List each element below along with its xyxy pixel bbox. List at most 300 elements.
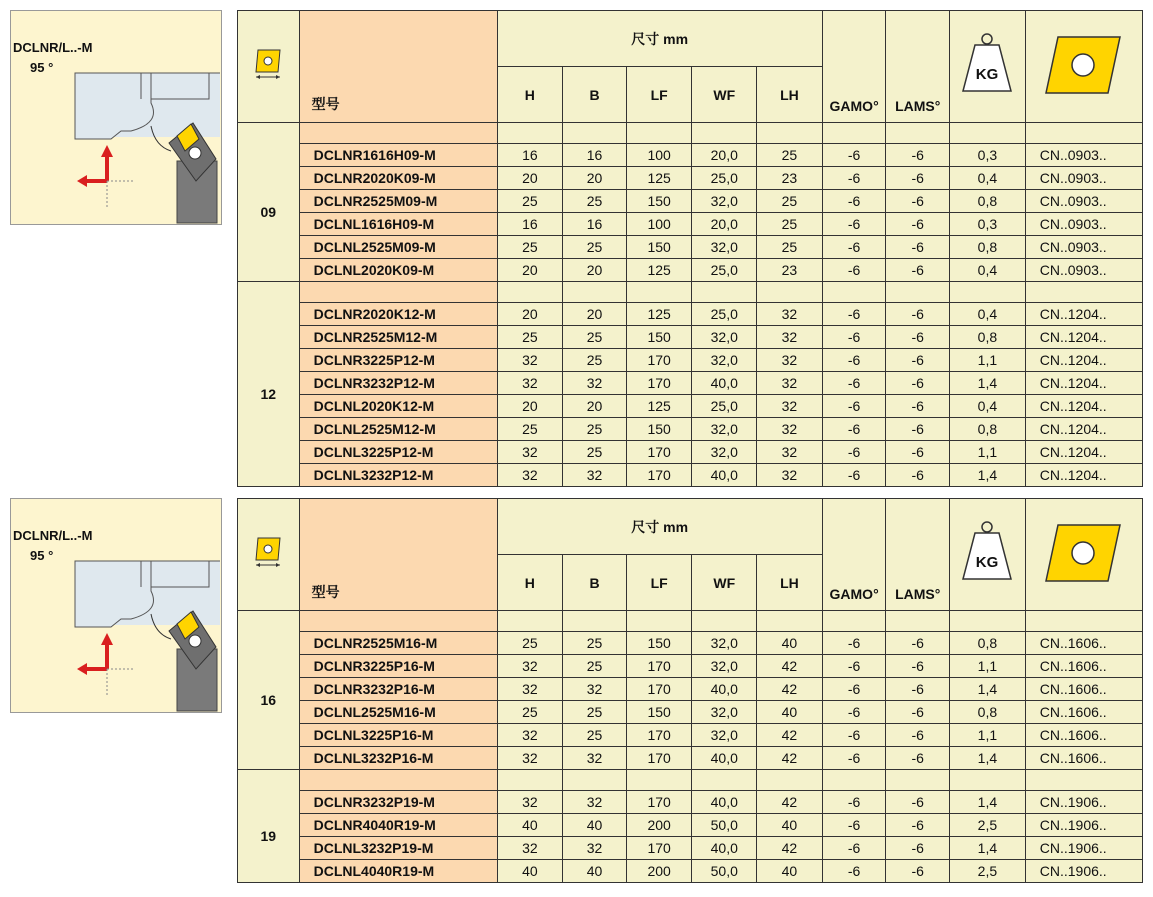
cell-h: 25 <box>497 701 563 724</box>
cell-model: DCLNR4040R19-M <box>299 814 497 837</box>
cell-lams: -6 <box>886 814 950 837</box>
spacer-cell <box>757 611 823 632</box>
spacer-cell <box>626 611 692 632</box>
cell-lh: 42 <box>757 837 823 860</box>
cell-b: 32 <box>563 678 627 701</box>
cell-gamo: -6 <box>822 236 886 259</box>
spacer-cell <box>886 282 950 303</box>
cell-wf: 40,0 <box>692 464 757 487</box>
cell-lf: 170 <box>626 464 692 487</box>
cell-gamo: -6 <box>822 701 886 724</box>
cell-b: 20 <box>563 303 627 326</box>
cell-lf: 200 <box>626 814 692 837</box>
cell-gamo: -6 <box>822 724 886 747</box>
spacer-cell <box>299 611 497 632</box>
col-lf: LF <box>626 67 692 123</box>
cell-weight: 0,8 <box>950 701 1026 724</box>
cell-gamo: -6 <box>822 349 886 372</box>
col-wf: WF <box>692 555 757 611</box>
model-header: 型号 <box>299 499 497 611</box>
spacer-cell <box>238 770 300 791</box>
spacer-cell <box>822 611 886 632</box>
spacer-cell <box>563 123 627 144</box>
insert-size-header <box>238 499 300 611</box>
cell-wf: 40,0 <box>692 837 757 860</box>
toolholder-code: DCLNR/L..-M <box>13 40 93 55</box>
cell-wf: 20,0 <box>692 213 757 236</box>
cell-wf: 32,0 <box>692 349 757 372</box>
cell-lh: 42 <box>757 747 823 770</box>
cell-gamo: -6 <box>822 372 886 395</box>
cell-b: 40 <box>563 814 627 837</box>
svg-text:KG: KG <box>976 66 999 83</box>
cell-insert: CN..0903.. <box>1025 167 1142 190</box>
cell-lf: 200 <box>626 860 692 883</box>
cell-b: 20 <box>563 167 627 190</box>
cell-h: 32 <box>497 678 563 701</box>
group-spacer-row <box>238 611 1143 632</box>
cell-lf: 150 <box>626 418 692 441</box>
spacer-cell <box>238 611 300 632</box>
cell-insert: CN..1906.. <box>1025 791 1142 814</box>
cell-insert: CN..0903.. <box>1025 213 1142 236</box>
cell-lh: 42 <box>757 678 823 701</box>
cell-model: DCLNL3232P16-M <box>299 747 497 770</box>
cell-weight: 1,4 <box>950 464 1026 487</box>
cell-weight: 1,4 <box>950 747 1026 770</box>
cell-b: 25 <box>563 701 627 724</box>
cell-lams: -6 <box>886 326 950 349</box>
cell-model: DCLNR2525M16-M <box>299 632 497 655</box>
cell-gamo: -6 <box>822 259 886 282</box>
cell-h: 16 <box>497 144 563 167</box>
cell-insert: CN..1204.. <box>1025 441 1142 464</box>
cell-lf: 170 <box>626 372 692 395</box>
cell-gamo: -6 <box>822 144 886 167</box>
cell-lf: 125 <box>626 395 692 418</box>
cell-lf: 125 <box>626 259 692 282</box>
cell-insert: CN..0903.. <box>1025 190 1142 213</box>
cell-lams: -6 <box>886 701 950 724</box>
cell-wf: 20,0 <box>692 144 757 167</box>
cell-gamo: -6 <box>822 303 886 326</box>
cell-weight: 2,5 <box>950 814 1026 837</box>
cell-h: 20 <box>497 303 563 326</box>
cell-model: DCLNR3232P12-M <box>299 372 497 395</box>
cell-wf: 40,0 <box>692 791 757 814</box>
weight-kg-icon <box>959 519 1015 587</box>
cell-wf: 40,0 <box>692 747 757 770</box>
cell-lh: 32 <box>757 395 823 418</box>
cell-wf: 32,0 <box>692 724 757 747</box>
insert-size-group: 16 <box>238 632 300 770</box>
cell-lf: 170 <box>626 655 692 678</box>
cell-lams: -6 <box>886 349 950 372</box>
cell-lh: 32 <box>757 303 823 326</box>
cell-insert: CN..0903.. <box>1025 259 1142 282</box>
cell-h: 32 <box>497 372 563 395</box>
cell-gamo: -6 <box>822 213 886 236</box>
group-spacer-row <box>238 123 1143 144</box>
col-b: B <box>563 67 627 123</box>
cell-h: 25 <box>497 190 563 213</box>
cell-wf: 32,0 <box>692 326 757 349</box>
cell-model: DCLNR3225P16-M <box>299 655 497 678</box>
col-b: B <box>563 555 627 611</box>
spacer-cell <box>626 282 692 303</box>
cell-h: 32 <box>497 441 563 464</box>
table-row <box>238 303 1143 326</box>
table-row <box>238 326 1143 349</box>
size-header: 尺寸 mm <box>497 11 822 67</box>
spacer-cell <box>238 123 300 144</box>
cell-wf: 32,0 <box>692 236 757 259</box>
table-row <box>238 678 1143 701</box>
group-spacer-row <box>238 770 1143 791</box>
cell-h: 32 <box>497 747 563 770</box>
cell-h: 32 <box>497 655 563 678</box>
spacer-cell <box>950 123 1026 144</box>
table-row <box>238 747 1143 770</box>
cell-model: DCLNL2525M12-M <box>299 418 497 441</box>
spacer-cell <box>1025 770 1142 791</box>
cell-gamo: -6 <box>822 418 886 441</box>
spacer-cell <box>822 770 886 791</box>
spacer-cell <box>950 770 1026 791</box>
table-row <box>238 837 1143 860</box>
cell-wf: 32,0 <box>692 418 757 441</box>
spacer-cell <box>886 770 950 791</box>
cell-gamo: -6 <box>822 167 886 190</box>
cell-weight: 1,1 <box>950 655 1026 678</box>
cell-model: DCLNL3225P12-M <box>299 441 497 464</box>
table-row <box>238 236 1143 259</box>
cell-h: 32 <box>497 724 563 747</box>
insert-rhombic-icon <box>1042 521 1126 585</box>
toolholder-code: DCLNR/L..-M <box>13 528 93 543</box>
col-lh: LH <box>757 555 823 611</box>
insert-size-header <box>238 11 300 123</box>
table-row <box>238 167 1143 190</box>
cell-lf: 170 <box>626 349 692 372</box>
cell-insert: CN..1204.. <box>1025 326 1142 349</box>
cell-insert: CN..0903.. <box>1025 236 1142 259</box>
cell-lh: 32 <box>757 441 823 464</box>
cell-weight: 0,8 <box>950 236 1026 259</box>
model-header: 型号 <box>299 11 497 123</box>
spacer-cell <box>692 611 757 632</box>
cell-lams: -6 <box>886 418 950 441</box>
cell-b: 25 <box>563 724 627 747</box>
cell-lf: 170 <box>626 724 692 747</box>
cell-wf: 50,0 <box>692 814 757 837</box>
cell-gamo: -6 <box>822 814 886 837</box>
cell-weight: 1,1 <box>950 349 1026 372</box>
spacer-cell <box>692 282 757 303</box>
cell-b: 25 <box>563 418 627 441</box>
cell-weight: 1,4 <box>950 791 1026 814</box>
weight-kg-icon <box>959 31 1015 99</box>
cell-model: DCLNL2020K09-M <box>299 259 497 282</box>
cell-insert: CN..1606.. <box>1025 701 1142 724</box>
cell-lf: 100 <box>626 213 692 236</box>
cell-wf: 32,0 <box>692 441 757 464</box>
spacer-cell <box>497 123 563 144</box>
cell-b: 20 <box>563 395 627 418</box>
cell-lh: 32 <box>757 418 823 441</box>
cell-weight: 0,3 <box>950 213 1026 236</box>
cell-lh: 25 <box>757 236 823 259</box>
cell-gamo: -6 <box>822 190 886 213</box>
gamo-header: GAMO° <box>822 11 886 123</box>
cell-lams: -6 <box>886 372 950 395</box>
spacer-cell <box>757 282 823 303</box>
cell-b: 32 <box>563 791 627 814</box>
cell-lams: -6 <box>886 259 950 282</box>
weight-header <box>950 499 1026 611</box>
spacer-cell <box>299 282 497 303</box>
cell-wf: 25,0 <box>692 395 757 418</box>
cell-h: 16 <box>497 213 563 236</box>
cell-weight: 0,8 <box>950 190 1026 213</box>
cell-weight: 0,4 <box>950 167 1026 190</box>
cell-lf: 150 <box>626 701 692 724</box>
cell-h: 32 <box>497 837 563 860</box>
group-spacer-row <box>238 282 1143 303</box>
cell-lh: 42 <box>757 724 823 747</box>
cell-lf: 150 <box>626 326 692 349</box>
table-row <box>238 701 1143 724</box>
cell-gamo: -6 <box>822 860 886 883</box>
cell-h: 25 <box>497 326 563 349</box>
cell-insert: CN..1606.. <box>1025 632 1142 655</box>
cell-model: DCLNL1616H09-M <box>299 213 497 236</box>
weight-header <box>950 11 1026 123</box>
cell-lf: 125 <box>626 303 692 326</box>
col-lf: LF <box>626 555 692 611</box>
cell-lams: -6 <box>886 190 950 213</box>
table-row <box>238 632 1143 655</box>
cell-b: 32 <box>563 464 627 487</box>
cell-model: DCLNR2020K12-M <box>299 303 497 326</box>
cell-weight: 1,1 <box>950 724 1026 747</box>
cell-lams: -6 <box>886 395 950 418</box>
cell-b: 40 <box>563 860 627 883</box>
cell-weight: 1,4 <box>950 678 1026 701</box>
spacer-cell <box>626 123 692 144</box>
cell-lf: 125 <box>626 167 692 190</box>
cell-insert: CN..1606.. <box>1025 678 1142 701</box>
cell-b: 25 <box>563 236 627 259</box>
cell-h: 25 <box>497 418 563 441</box>
cell-lams: -6 <box>886 724 950 747</box>
table-row <box>238 814 1143 837</box>
spacer-cell <box>299 123 497 144</box>
lams-header: LAMS° <box>886 11 950 123</box>
spacer-cell <box>757 770 823 791</box>
cell-weight: 0,4 <box>950 259 1026 282</box>
table-row <box>238 213 1143 236</box>
cell-model: DCLNL4040R19-M <box>299 860 497 883</box>
cell-h: 32 <box>497 464 563 487</box>
insert-size-group: 09 <box>238 144 300 282</box>
cell-lams: -6 <box>886 303 950 326</box>
table-row <box>238 190 1143 213</box>
cell-lams: -6 <box>886 213 950 236</box>
cell-weight: 0,4 <box>950 303 1026 326</box>
spec-table <box>237 10 1143 487</box>
approach-angle: 95 ° <box>30 548 54 563</box>
insert-header <box>1025 11 1142 123</box>
cell-h: 32 <box>497 791 563 814</box>
cell-h: 20 <box>497 395 563 418</box>
spacer-cell <box>886 123 950 144</box>
cell-model: DCLNR3232P16-M <box>299 678 497 701</box>
cell-insert: CN..1204.. <box>1025 395 1142 418</box>
spacer-cell <box>497 611 563 632</box>
cell-model: DCLNR3232P19-M <box>299 791 497 814</box>
spacer-cell <box>563 770 627 791</box>
cell-lf: 170 <box>626 747 692 770</box>
cell-model: DCLNR2525M09-M <box>299 190 497 213</box>
cell-weight: 0,4 <box>950 395 1026 418</box>
cell-h: 20 <box>497 167 563 190</box>
cell-b: 32 <box>563 837 627 860</box>
cell-lf: 170 <box>626 791 692 814</box>
insert-header <box>1025 499 1142 611</box>
spec-table <box>237 498 1143 883</box>
spacer-cell <box>563 611 627 632</box>
col-wf: WF <box>692 67 757 123</box>
cell-weight: 0,8 <box>950 326 1026 349</box>
cell-weight: 1,4 <box>950 837 1026 860</box>
cell-model: DCLNL3232P19-M <box>299 837 497 860</box>
cell-lf: 170 <box>626 678 692 701</box>
table-row <box>238 724 1143 747</box>
cell-h: 25 <box>497 236 563 259</box>
col-lh: LH <box>757 67 823 123</box>
cell-lams: -6 <box>886 860 950 883</box>
cell-h: 25 <box>497 632 563 655</box>
cell-lh: 32 <box>757 464 823 487</box>
spacer-cell <box>238 282 300 303</box>
cell-b: 25 <box>563 190 627 213</box>
cell-lh: 42 <box>757 655 823 678</box>
cell-b: 25 <box>563 349 627 372</box>
lams-header: LAMS° <box>886 499 950 611</box>
cell-gamo: -6 <box>822 655 886 678</box>
cell-lh: 40 <box>757 814 823 837</box>
cell-gamo: -6 <box>822 747 886 770</box>
cell-model: DCLNR1616H09-M <box>299 144 497 167</box>
insert-size-group: 19 <box>238 791 300 883</box>
cell-gamo: -6 <box>822 837 886 860</box>
cell-lams: -6 <box>886 144 950 167</box>
size-header: 尺寸 mm <box>497 499 822 555</box>
cell-lams: -6 <box>886 747 950 770</box>
svg-text:KG: KG <box>976 554 999 571</box>
cell-lh: 32 <box>757 326 823 349</box>
table-row <box>238 349 1143 372</box>
cell-lh: 32 <box>757 372 823 395</box>
cell-wf: 32,0 <box>692 655 757 678</box>
cell-weight: 1,1 <box>950 441 1026 464</box>
table-row <box>238 395 1143 418</box>
cell-insert: CN..1906.. <box>1025 860 1142 883</box>
spacer-cell <box>950 282 1026 303</box>
cell-lf: 150 <box>626 190 692 213</box>
cell-weight: 0,8 <box>950 632 1026 655</box>
cell-lh: 25 <box>757 213 823 236</box>
cell-lams: -6 <box>886 441 950 464</box>
cell-gamo: -6 <box>822 464 886 487</box>
cell-insert: CN..1606.. <box>1025 747 1142 770</box>
cell-lh: 40 <box>757 632 823 655</box>
cell-b: 25 <box>563 655 627 678</box>
col-h: H <box>497 555 563 611</box>
spacer-cell <box>692 123 757 144</box>
cell-insert: CN..1204.. <box>1025 372 1142 395</box>
cell-b: 16 <box>563 144 627 167</box>
cell-wf: 40,0 <box>692 372 757 395</box>
cell-wf: 32,0 <box>692 190 757 213</box>
cell-gamo: -6 <box>822 678 886 701</box>
table-row <box>238 791 1143 814</box>
spacer-cell <box>886 611 950 632</box>
cell-weight: 2,5 <box>950 860 1026 883</box>
cell-model: DCLNR3225P12-M <box>299 349 497 372</box>
cell-lams: -6 <box>886 167 950 190</box>
cell-b: 25 <box>563 632 627 655</box>
insert-rhombic-icon <box>1042 33 1126 97</box>
spacer-cell <box>299 770 497 791</box>
cell-insert: CN..1204.. <box>1025 303 1142 326</box>
cell-b: 16 <box>563 213 627 236</box>
spacer-cell <box>757 123 823 144</box>
insert-size-icon <box>252 48 284 82</box>
spacer-cell <box>1025 123 1142 144</box>
insert-size-icon <box>252 536 284 570</box>
table-row <box>238 441 1143 464</box>
cell-lh: 40 <box>757 701 823 724</box>
cell-b: 32 <box>563 372 627 395</box>
cell-lh: 25 <box>757 190 823 213</box>
cell-b: 20 <box>563 259 627 282</box>
cell-b: 32 <box>563 747 627 770</box>
cell-lh: 25 <box>757 144 823 167</box>
cell-weight: 0,8 <box>950 418 1026 441</box>
spacer-cell <box>497 770 563 791</box>
cell-h: 40 <box>497 860 563 883</box>
cell-lf: 170 <box>626 837 692 860</box>
cell-lf: 170 <box>626 441 692 464</box>
cell-weight: 1,4 <box>950 372 1026 395</box>
cell-lf: 150 <box>626 632 692 655</box>
cell-lams: -6 <box>886 632 950 655</box>
cell-lh: 40 <box>757 860 823 883</box>
cell-gamo: -6 <box>822 395 886 418</box>
cell-model: DCLNL3232P12-M <box>299 464 497 487</box>
cell-h: 32 <box>497 349 563 372</box>
cell-wf: 25,0 <box>692 259 757 282</box>
cell-weight: 0,3 <box>950 144 1026 167</box>
spacer-cell <box>822 282 886 303</box>
cell-lh: 32 <box>757 349 823 372</box>
cell-gamo: -6 <box>822 441 886 464</box>
spacer-cell <box>950 611 1026 632</box>
cell-lams: -6 <box>886 236 950 259</box>
cell-insert: CN..1204.. <box>1025 464 1142 487</box>
